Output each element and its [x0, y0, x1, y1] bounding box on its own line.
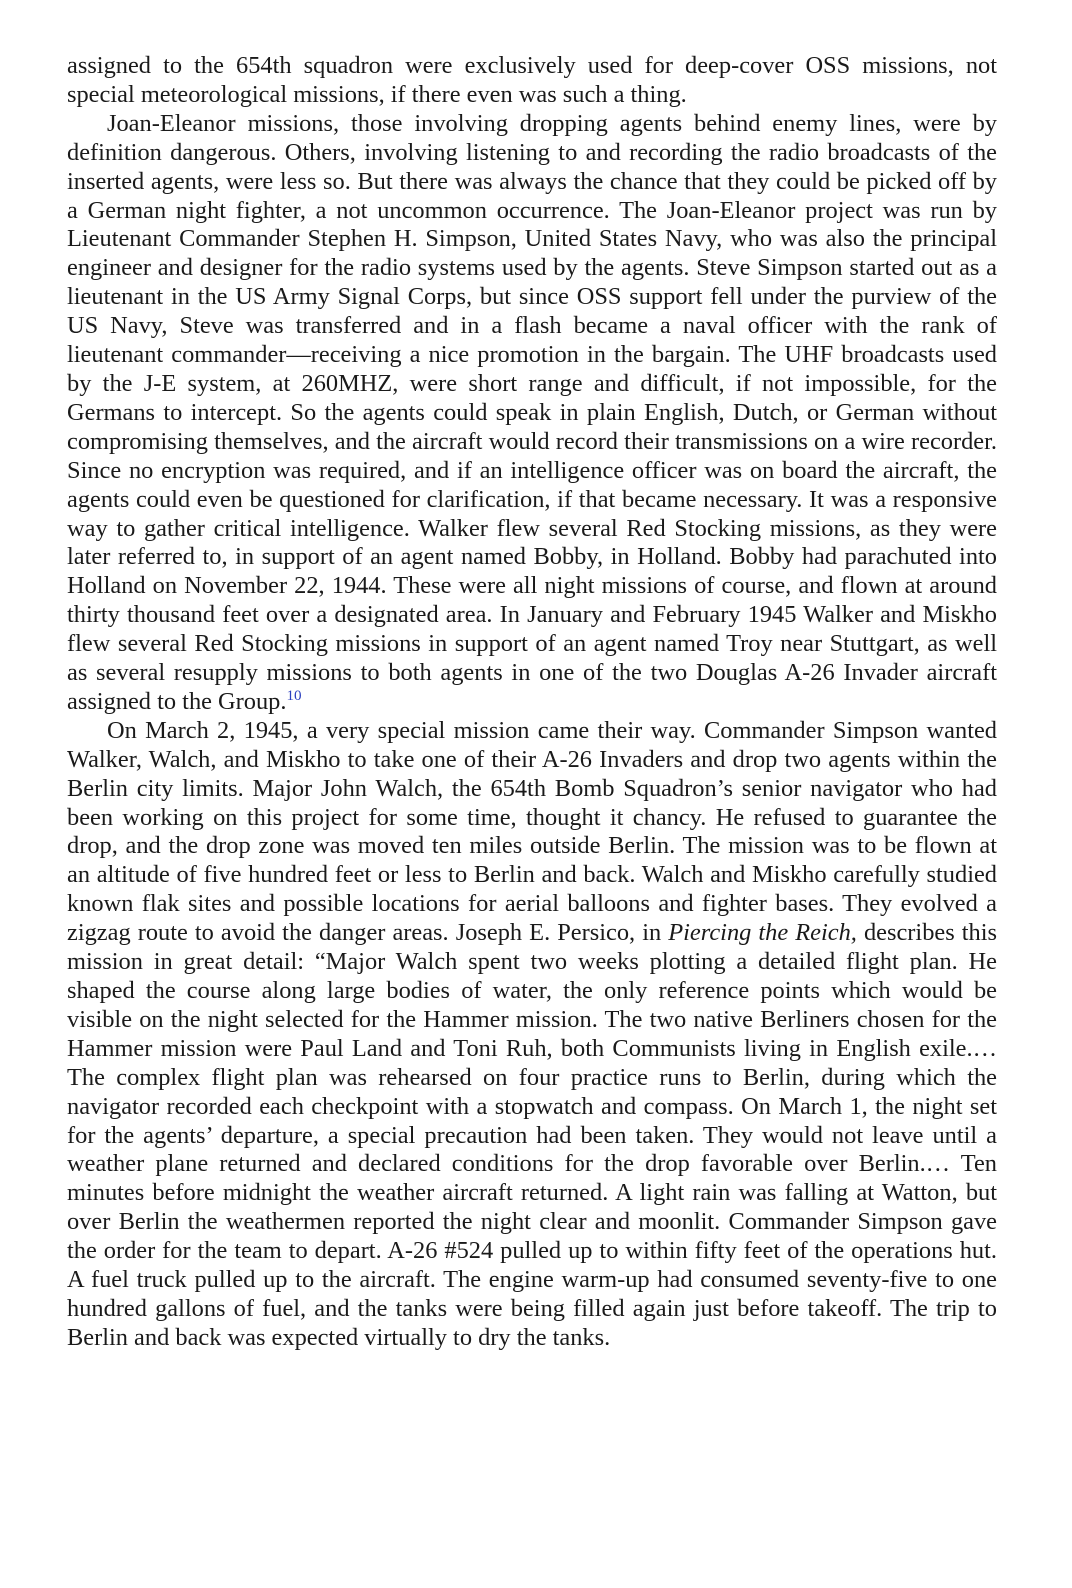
- paragraph-text-after-title: describes this mission in great detail: “Major Walch spent two weeks plotting a detailed flight plan. He shaped the course along large bodies of water, the only reference points which would be visible on the night selected for the Hammer mission. The two native Berliners chosen for the Hammer mission were Paul Land and Toni Ruh, both Communists living in English exile.… The complex flight plan was rehearsed on four practice runs to Berlin, during which the navigator recorded each checkpoint with a stopwatch and compass. On March 1, the night set for the agents’ departure, a special precaution had been taken. They would not leave until a weather plane returned and declared conditions for the drop favorable over Berlin.… Ten minutes before midnight the weather aircraft returned. A light rain was falling at Watton, but over Berlin the weathermen reported the night clear and moonlit. Commander Simpson gave the order for the team to depart. A-26 #524 pulled up to within fifty feet of the operations hut. A fuel truck pulled up to the aircraft. The engine warm-up had consumed seventy-five to one hundred gallons of fuel, and the tanks were being filled again just before takeoff. The trip to Berlin and back was expected virtually to dry the tanks.: [67, 919, 998, 1351]
- paragraph-joan-eleanor: [67, 110, 997, 717]
- footnote-link[interactable]: 10: [286, 687, 302, 704]
- paragraph-continuation: assigned to the 654th squadron were exclusively used for deep-cover OSS missions, not special meteorological missions, if there even was such a thing.: [67, 52, 997, 108]
- paragraph-text: Joan-Eleanor missions, those involving dropping agents behind enemy lines, were by definition dangerous. Others, involving listening to and recording the radio broadcasts of the inserted agents, were less so. But there was always the chance that they could be picked off by a German night fighter, a not uncommon occurrence. The Joan-Eleanor project was run by Lieutenant Commander Stephen H. Simpson, United States Navy, who was also the principal engineer and designer for the radio systems used by the agents. Steve Simpson started out as a lieutenant in the US Army Signal Corps, but since OSS support fell under the purview of the US Navy, Steve was transferred and in a flash became a naval officer with the rank of lieutenant commander—receiving a nice promotion in the bargain. The UHF broadcasts used by the J-E system, at 260MHZ, were short range and difficult, if not impossible, for the Germans to intercept. So the agents could speak in plain English, Dutch, or German without compromising themselves, and the aircraft would record their transmissions on a wire recorder. Since no encryption was required, and if an intelligence officer was on board the aircraft, the agents could even be questioned for clarification, if that became necessary. It was a responsive way to gather critical intelligence. Walker flew several Red Stocking missions, as they were later referred to, in support of an agent named Bobby, in Holland. Bobby had parachuted into Holland on November 22, 1944. These were all night missions of course, and flown at around thirty thousand feet over a designated area. In January and February 1945 Walker and Miskho flew several Red Stocking missions in support of an agent named Troy near Stuttgart, as well as several resupply missions to both agents in one of the two Douglas A-26 Invader aircraft assigned to the Group.: [67, 109, 997, 715]
- book-title: Piercing the Reich,: [668, 919, 857, 947]
- paragraph-text-before-title: On March 2, 1945, a very special mission came their way. Commander Simpson wanted Walker, Walch, and Miskho to take one of their A-26 Invaders and drop two agents within the Berlin city limits. Major John Walch, the 654th Bomb Squadron’s senior navigator who had been working on this project for some time, thought it chancy. He refused to guarantee the drop, and the drop zone was moved ten miles outside Berlin. The mission was to be flown at an altitude of five hundred feet or less to Berlin and back. Walch and Miskho carefully studied known flak sites and possible locations for aerial balloons and fighter bases. They evolved a zigzag route to avoid the danger areas. Joseph E. Persico, in: [67, 716, 997, 947]
- page-body: [67, 52, 997, 1353]
- paragraph-hammer-mission: [67, 717, 997, 1353]
